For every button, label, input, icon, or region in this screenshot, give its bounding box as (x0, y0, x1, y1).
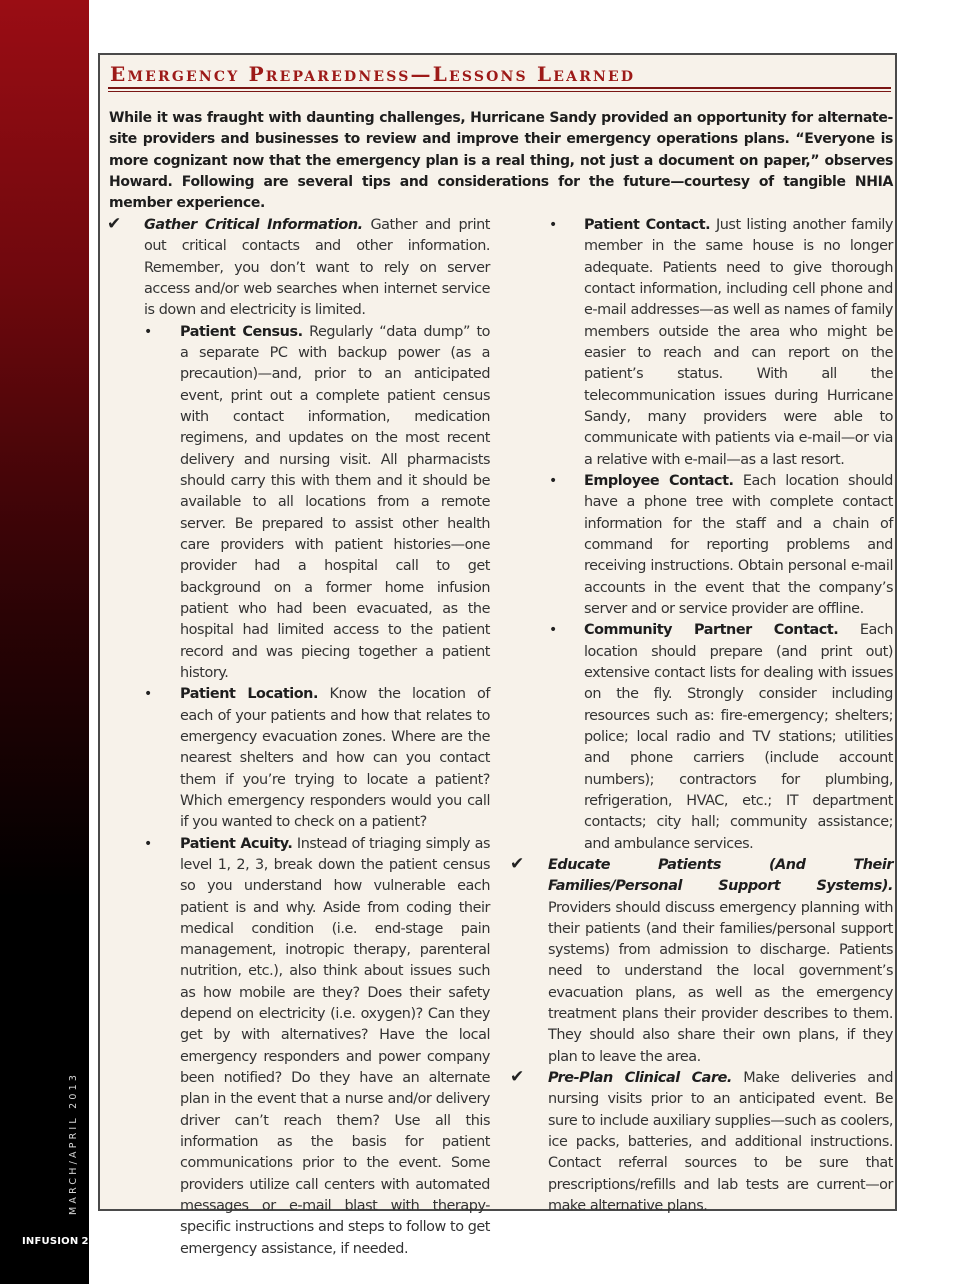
subtip-heading: Patient Contact. (584, 217, 711, 233)
bullet-icon: • (549, 622, 557, 639)
article-box (98, 53, 897, 1257)
bullet-icon: • (549, 472, 557, 489)
subtip-body: Instead of triaging simply as level 1, 2, 3, break down the patient census so you understand how vulnerable each patient is and why. Aside from coding their medical condition (i.e. end-stage pain management, inotropic therapy, parenteral nutrition, etc.), also think about issues such as how mobile are they? Does their safety depend on electricity (i.e. oxygen)? Can they get by with alternatives? Have the local emergency responders and power company been notified? Do they have an alternate plan in the event that a nurse and/or delivery driver can’t reach them? Use all this information as the basis for patient communications prior to the event. Some providers utilize call centers with automated messages or e-mail blast with therapy-specific instructions and steps to follow to get emergency assistance, if needed. (180, 835, 491, 1257)
left-column (100, 215, 500, 1260)
tip-body: Make deliveries and nursing visits prior to an anticipated event. Be sure to include auxiliary supplies—such as coolers, ice packs, batteries, and additional instructions. Contact referral sources to be sure that prescriptions/refills and lab tests are current—or make alternative plans. (548, 1070, 893, 1215)
issue-date: MARCH/APRIL 2013 (68, 1071, 79, 1215)
bullet-icon: • (144, 686, 152, 703)
subtip-heading: Patient Location. (180, 686, 318, 703)
subtip-community-partner-contact (503, 620, 893, 855)
subtip-patient-census (100, 322, 490, 685)
bullet-icon: • (144, 835, 152, 852)
intro-paragraph: While it was fraught with daunting challenges, Hurricane Sandy provided an opportunity for alternate-site providers and businesses to review and improve their emergency operations plans. “Everyone is more cognizant now that the emergency plan is a real thing, not just a document on paper,” observes Howard. Following are several tips and considerations for the future—courtesy of tangible NHIA member experience. (109, 110, 893, 212)
right-column (503, 215, 903, 1217)
subtip-patient-acuity (100, 834, 490, 1261)
bullet-icon: • (144, 323, 152, 340)
subtip-patient-location (100, 684, 490, 833)
tip-pre-plan-clinical-care (503, 1068, 893, 1217)
subtip-body: Know the location of each of your patients and how that relates to emergency evacuation zones. Where are the nearest shelters and how can you contact them if you’re trying to locate a patient? Which emergency responders would you call if you wanted to check on a patient? (180, 686, 490, 831)
magazine-footer (22, 1236, 95, 1247)
checkmark-icon: ✔ (107, 214, 121, 234)
bullet-icon: • (549, 217, 557, 233)
subtip-body: Just listing another family member in the same house is no longer adequate. Patients need to give thorough contact information, including cell phone and e-mail addresses—as well as names of family members outside the area who might be easier to reach and can report on the patient’s status. With all the telecommunication issues during Hurricane Sandy, many providers were able to communicate with patients via e-mail—or via a relative with e-mail—as a last resort. (584, 217, 893, 468)
subtip-patient-contact (503, 215, 893, 471)
title-rule-thick (108, 87, 891, 89)
title-rule-thin (108, 91, 891, 92)
subtip-body: Each location should have a phone tree with complete contact information for the staff and a chain of command for reporting problems and receiving instructions. Obtain personal e-mail accounts in the event that the company’s server and or service provider are offline. (584, 472, 893, 617)
article-title: Emergency Preparedness—Lessons Learned (110, 62, 636, 86)
subtip-body: Each location should prepare (and print out) extensive contact lists for dealing with issues on the fly. Strongly consider including resources such as: fire-emergency; shelters; police; local radio and TV stations; utilities and phone carriers (include account numbers); contractors for plumbing, refrigeration, HVAC, etc.; IT department contacts; city hall; community assistance; and ambulance services. (584, 622, 893, 852)
checkmark-icon: ✔ (510, 1067, 524, 1088)
subtip-heading: Community Partner Contact. (584, 622, 839, 639)
tip-body: Gather and print out critical contacts and other information. Remember, you don’t want to rely on server access and/or web searches when internet service is down and electricity is limited. (144, 217, 491, 319)
subtip-employee-contact (503, 471, 893, 620)
tip-heading: Gather Critical Information. (144, 217, 363, 233)
subtip-heading: Employee Contact. (584, 472, 734, 489)
tip-gather-critical-information (100, 215, 490, 322)
tip-body: Providers should discuss emergency planning with their patients (and their families/personal support systems) from admission to discharge. Patients need to understand the local government’s evacuation plans, as well as the emergency treatment plans their provider describes to them. They should also share their own plans, if they plan to leave the area. (548, 899, 893, 1065)
checkmark-icon: ✔ (510, 853, 524, 874)
magazine-logo: INFUSION (22, 1236, 79, 1247)
tip-heading: Pre-Plan Clinical Care. (548, 1070, 732, 1087)
subtip-body: Regularly “data dump” to a separate PC with backup power (as a precaution)—and, prior to an anticipated event, print out a complete patient census with contact information, medication regimens, and updates on the most recent delivery and nursing visit. All pharmacists should carry this with them and it should be available to all locations from a remote server. Be prepared to assist other health care providers with patient histories—one provider had a hospital call to get background on a former home infusion patient who had been evacuated, as the hospital had limited access to the patient record and was piecing together a patient history. (180, 323, 491, 681)
page-number: 26 (81, 1236, 96, 1247)
tip-educate-patients (503, 855, 893, 1068)
subtip-heading: Patient Acuity. (180, 835, 293, 852)
tip-heading: Educate Patients (And Their Families/Personal Support Systems). (548, 856, 893, 895)
subtip-heading: Patient Census. (180, 323, 303, 340)
